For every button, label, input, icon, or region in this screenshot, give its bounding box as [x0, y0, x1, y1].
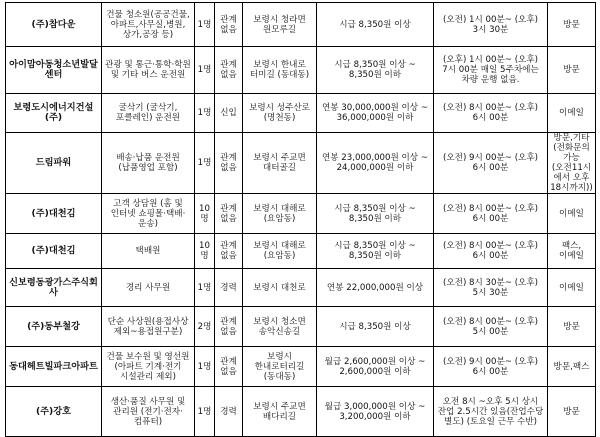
career-cell: 관계없음	[215, 234, 243, 269]
location-cell: 보령시 주교면 배다리길	[243, 387, 317, 437]
headcount-cell: 1명	[195, 133, 215, 194]
headcount-cell: 1명	[195, 387, 215, 437]
headcount-cell: 1명	[195, 347, 215, 387]
location-cell: 보령시 대해로 (요암동)	[243, 194, 317, 234]
career-cell: 관계없음	[215, 133, 243, 194]
job-title-cell: 관광 및 통근·통학·학원 및 기타 버스 운전원	[102, 47, 195, 94]
headcount-cell: 10명	[195, 234, 215, 269]
salary-cell: 시급 8,350원 이상	[317, 3, 434, 47]
job-listing-table	[5, 2, 596, 437]
career-cell: 관계없음	[215, 3, 243, 47]
job-title-cell: 건물 보수원 및 영선원(아파트 기계·전기 시설관리 제외)	[102, 347, 195, 387]
table-row	[6, 269, 596, 307]
salary-cell: 월급 2,600,000원 이상 ~ 2,600,000원 이하	[317, 347, 434, 387]
location-cell: 보령시 한내로 터미길 (동대동)	[243, 47, 317, 94]
hours-cell: (오전) 8시 00분~ (오후) 6시 00분	[434, 234, 548, 269]
headcount-cell: 1명	[195, 3, 215, 47]
salary-cell: 연봉 22,000,000원 이상	[317, 269, 434, 307]
headcount-cell: 10명	[195, 194, 215, 234]
location-cell: 보령시 한내로터리길 (동대동)	[243, 347, 317, 387]
career-cell: 관계없음	[215, 347, 243, 387]
salary-cell: 시급 8,350원 이상 ~ 8,350원 이하	[317, 234, 434, 269]
hours-cell: (오전) 1시 00분~ (오후) 3시 30분	[434, 3, 548, 47]
apply-method-cell: 방문,기타(전화문의 가능 (오전11시에서 오후 18시까지))	[548, 133, 596, 194]
career-cell: 경력	[215, 387, 243, 437]
table-row	[6, 47, 596, 94]
hours-cell: (오전) 9시 00분~ (오후) 6시 00분	[434, 347, 548, 387]
headcount-cell: 2명	[195, 307, 215, 347]
apply-method-cell: 방문	[548, 307, 596, 347]
location-cell: 보령시 청라면 원모루길	[243, 3, 317, 47]
career-cell: 신입	[215, 94, 243, 133]
hours-cell: (오전) 9시 00분~ (오후) 6시 00분	[434, 133, 548, 194]
hours-cell: (오후) 1시 00분~ (오후) 7시 00분 매일 5주차에는 차량 운행 없음.	[434, 47, 548, 94]
company-cell: 신보령동광가스주식회사	[6, 269, 102, 307]
company-cell: (주)강호	[6, 387, 102, 437]
location-cell: 보령시 주교면 대터골길	[243, 133, 317, 194]
apply-method-cell: 팩스,이메일	[548, 234, 596, 269]
job-listing-document	[5, 2, 595, 437]
company-cell: 아이맘아동청소년발달센터	[6, 47, 102, 94]
apply-method-cell: 이메일	[548, 94, 596, 133]
headcount-cell: 1명	[195, 269, 215, 307]
location-cell: 보령시 대해로 (요암동)	[243, 234, 317, 269]
company-cell: (주)대천김	[6, 194, 102, 234]
hours-cell: 오전 8시 ~오후 5시 상시 잔업 2.5시간 있음(잔업수당 별도) (토요일 근무 수반)	[434, 387, 548, 437]
company-cell: 드림파워	[6, 133, 102, 194]
table-row	[6, 307, 596, 347]
hours-cell: (오전) 8시 00분~ (오후) 6시 00분	[434, 194, 548, 234]
hours-cell: (오전) 8시 00분~ (오후) 6시 00분	[434, 94, 548, 133]
job-title-cell: 택배원	[102, 234, 195, 269]
apply-method-cell: 이메일	[548, 269, 596, 307]
table-row	[6, 94, 596, 133]
apply-method-cell: 방문	[548, 387, 596, 437]
apply-method-cell: 방문	[548, 3, 596, 47]
location-cell: 보령시 대천로	[243, 269, 317, 307]
apply-method-cell: 방문,팩스	[548, 347, 596, 387]
job-title-cell: 경리 사무원	[102, 269, 195, 307]
table-row	[6, 347, 596, 387]
job-title-cell: 단순 사상원(용접사상 제외~용접원구분)	[102, 307, 195, 347]
apply-method-cell: 이메일	[548, 194, 596, 234]
hours-cell: (오전) 8시 30분~ (오후) 5시 30분	[434, 269, 548, 307]
job-title-cell: 굴삭기 (굴삭기,포클레인) 운전원	[102, 94, 195, 133]
career-cell: 관계없음	[215, 307, 243, 347]
company-cell: (주)동부철강	[6, 307, 102, 347]
table-row	[6, 3, 596, 47]
salary-cell: 연봉 30,000,000원 이상 ~ 36,000,000원 이하	[317, 94, 434, 133]
career-cell: 관계없음	[215, 194, 243, 234]
table-row	[6, 234, 596, 269]
table-row	[6, 133, 596, 194]
table-row	[6, 387, 596, 437]
career-cell: 관계없음	[215, 47, 243, 94]
location-cell: 보령시 성주산로 (명천동)	[243, 94, 317, 133]
table-row	[6, 194, 596, 234]
salary-cell: 시급 8,350원 이상 ~ 8,350원 이하	[317, 194, 434, 234]
salary-cell: 시급 8,350원 이상 ~ 8,350원 이하	[317, 47, 434, 94]
headcount-cell: 1명	[195, 47, 215, 94]
company-cell: 보령도시에너지건설(주)	[6, 94, 102, 133]
salary-cell: 시급 8,350원 이상	[317, 307, 434, 347]
salary-cell: 연봉 23,000,000원 이상 ~ 24,000,000원 이하	[317, 133, 434, 194]
salary-cell: 월급 3,000,000원 이상 ~ 3,200,000원 이하	[317, 387, 434, 437]
apply-method-cell: 방문	[548, 47, 596, 94]
location-cell: 보령시 청소면 송악신송길	[243, 307, 317, 347]
headcount-cell: 1명	[195, 94, 215, 133]
career-cell: 경력	[215, 269, 243, 307]
hours-cell: (오전) 8시 00분~ (오후) 5시 00분	[434, 307, 548, 347]
job-title-cell: 건물 청소원(공공건물,아파트,사무실,병원,상가,공장 등)	[102, 3, 195, 47]
company-cell: 동대헤트빌파크아파트	[6, 347, 102, 387]
company-cell: (주)대천김	[6, 234, 102, 269]
company-cell: (주)참다운	[6, 3, 102, 47]
job-title-cell: 배송·납품 운전원 (납품영업 포함)	[102, 133, 195, 194]
job-title-cell: 생산·품질 사무원 및 관리원 (전기·전자·컴퓨터)	[102, 387, 195, 437]
job-title-cell: 고객 상담원 (홈 및 인터넷 쇼핑몰·택배·운송)	[102, 194, 195, 234]
